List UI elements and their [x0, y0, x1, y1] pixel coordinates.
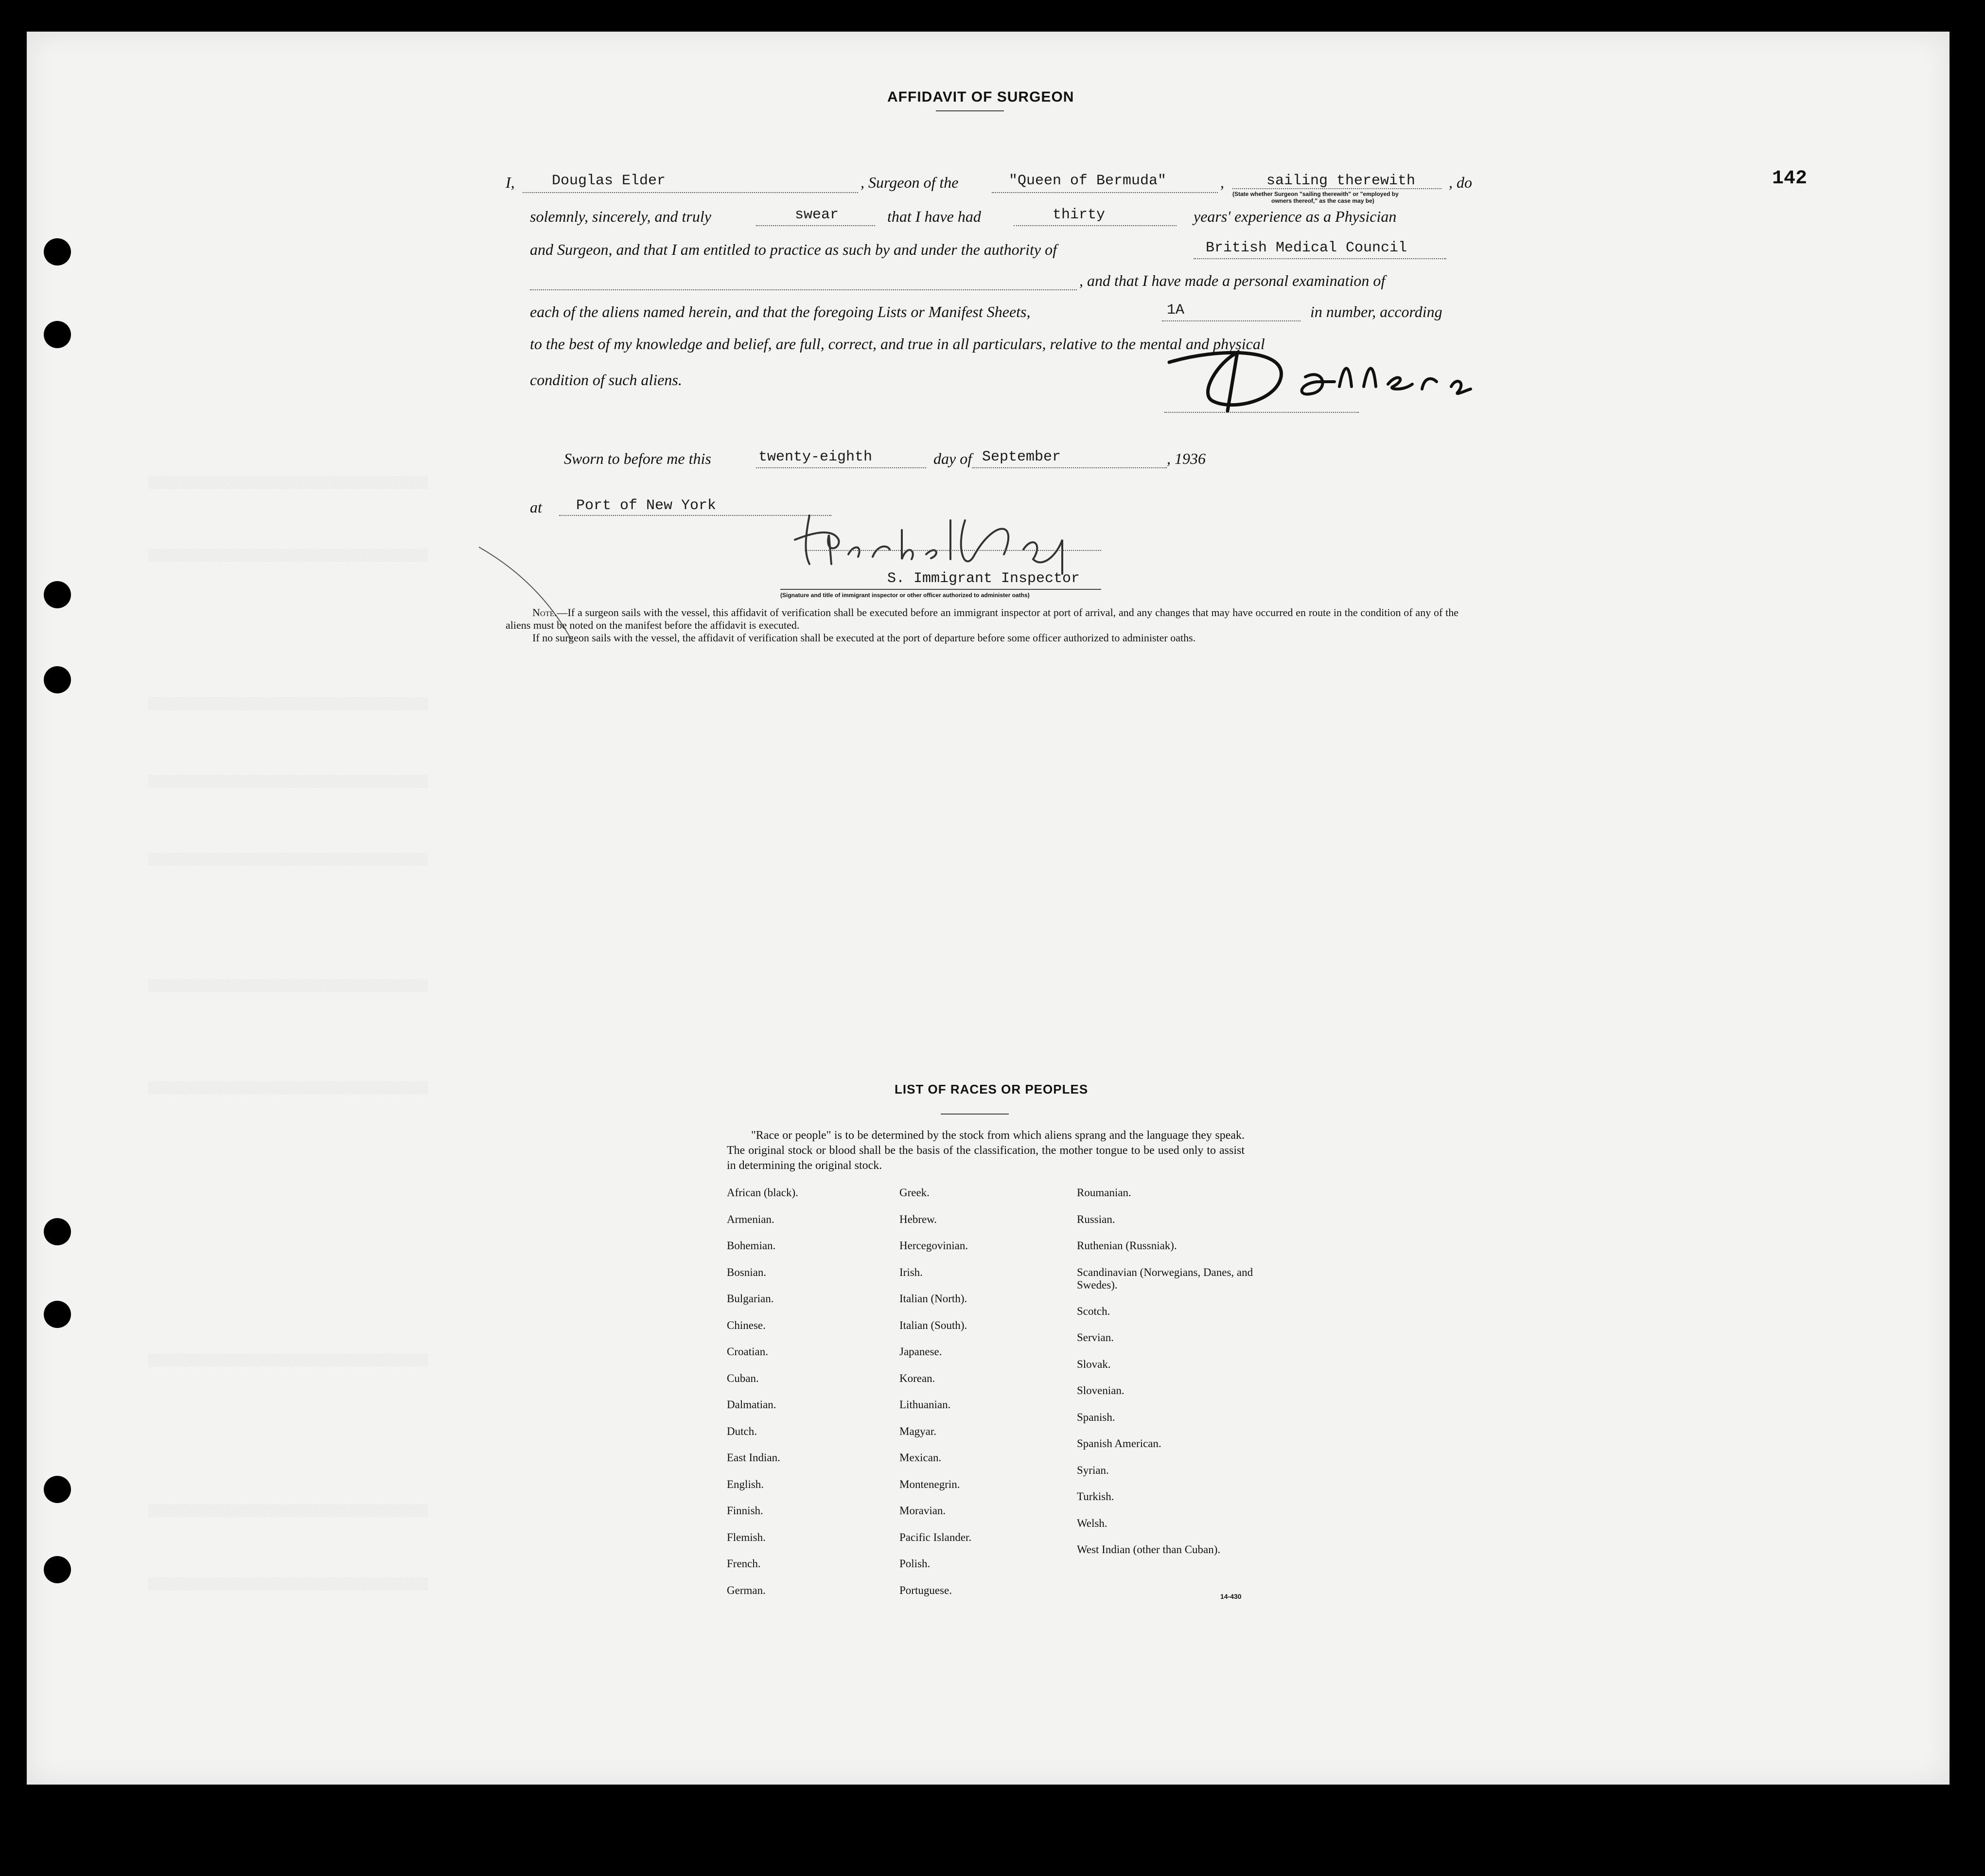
authority-line [1194, 258, 1446, 259]
oath-type: swear [795, 207, 839, 223]
races-col3 [1077, 1186, 1257, 1582]
oath-type-line [756, 225, 875, 226]
sworn-day-line [756, 467, 926, 468]
race-item: Cuban. [727, 1372, 759, 1384]
race-item: Montenegrin. [899, 1478, 960, 1490]
binder-hole [44, 1556, 71, 1583]
race-item: Russian. [1077, 1213, 1115, 1225]
race-item: Servian. [1077, 1331, 1114, 1344]
races-col1 [727, 1186, 892, 1611]
affidavit-line5-prefix: each of the aliens named herein, and that the foregoing Lists or Manifest Sheets, [530, 303, 1031, 320]
that-i-have-had: that I have had [887, 208, 981, 225]
inspector-signature [790, 501, 1101, 579]
race-item: Moravian. [899, 1504, 946, 1517]
race-item: Roumanian. [1077, 1186, 1131, 1199]
ship-name: "Queen of Bermuda" [1009, 173, 1167, 189]
binder-hole [44, 321, 71, 348]
surgeon-name-line [523, 192, 858, 193]
race-item: German. [727, 1584, 766, 1596]
sailing-note-line1: (State whether Surgeon "sailing therewith" or "employed by [1232, 191, 1399, 197]
authority-line-2 [530, 289, 1077, 290]
affidavit-line6: to the best of my knowledge and belief, are full, correct, and true in all particulars, relative to the mental and physical [530, 335, 1265, 353]
race-item: Hebrew. [899, 1213, 937, 1225]
race-item: Croatian. [727, 1345, 768, 1358]
affidavit-line4-suffix: , and that I have made a personal examination of [1079, 272, 1386, 289]
bleed-through-text: ░░░░░░░░░░░░░░░░░░░░░░░░░░░░░░░░░░░░░░░░ [148, 1578, 429, 1591]
race-item: Chinese. [727, 1319, 766, 1331]
races-title: LIST OF RACES OR PEOPLES [895, 1082, 1089, 1097]
form-number: 14-430 [1220, 1593, 1242, 1600]
sworn-place: Port of New York [576, 497, 717, 514]
page-number: 142 [1772, 168, 1808, 190]
bleed-through-text: ░░░░░░░░░░░░░░░░░░░░░░░░░░░░░░░░░░░░░░░░ [148, 1505, 429, 1518]
note-label: Note. [532, 606, 557, 619]
surgeon-name: Douglas Elder [552, 173, 666, 189]
race-item: Armenian. [727, 1213, 774, 1225]
race-item: Korean. [899, 1372, 935, 1384]
bleed-through-text: ░░░░░░░░░░░░░░░░░░░░░░░░░░░░░░░░░░░░░░░░ [148, 477, 429, 490]
sworn-prefix: Sworn to before me this [564, 450, 711, 467]
affidavit-line5-suffix: in number, according [1310, 303, 1442, 320]
binder-hole [44, 238, 71, 265]
race-item: Turkish. [1077, 1490, 1114, 1503]
surgeon-signature-line [1164, 412, 1359, 413]
race-item: Lithuanian. [899, 1398, 951, 1411]
bleed-through-text: ░░░░░░░░░░░░░░░░░░░░░░░░░░░░░░░░░░░░░░░░ [148, 853, 429, 867]
race-item: Italian (South). [899, 1319, 967, 1331]
race-item: Slovenian. [1077, 1384, 1124, 1397]
race-item: Bohemian. [727, 1239, 776, 1252]
affidavit-note [506, 606, 1458, 644]
bleed-through-text: ░░░░░░░░░░░░░░░░░░░░░░░░░░░░░░░░░░░░░░░░ [148, 698, 429, 711]
inspector-title: S. Immigrant Inspector [887, 570, 1080, 587]
sheet-count: 1A [1167, 302, 1185, 319]
race-item: Polish. [899, 1557, 931, 1570]
race-item: Hercegovinian. [899, 1239, 968, 1252]
note-text1: —If a surgeon sails with the vessel, this affidavit of verification shall be executed before an immigrant inspector at port of arrival, and any changes that may have occurred en route in the condition of any of the aliens must be noted on the manifest before the affidavit is executed. [506, 606, 1458, 631]
surgeon-signature [1159, 343, 1510, 421]
surgeon-of-text: , Surgeon of the [861, 174, 959, 191]
race-item: Dutch. [727, 1425, 757, 1437]
sworn-day-of: day of [933, 450, 972, 467]
race-item: Spanish. [1077, 1411, 1115, 1423]
binder-hole [44, 666, 71, 693]
race-item: Finnish. [727, 1504, 763, 1517]
race-item: Flemish. [727, 1531, 766, 1543]
affidavit-line3-prefix: and Surgeon, and that I am entitled to practice as such by and under the authority of [530, 241, 1057, 258]
races-title-underline [941, 1114, 1009, 1115]
race-item: Portuguese. [899, 1584, 952, 1596]
ship-comma: , [1220, 174, 1224, 191]
race-item: West Indian (other than Cuban). [1077, 1543, 1221, 1556]
race-item: African (black). [727, 1186, 798, 1199]
race-item: Pacific Islander. [899, 1531, 972, 1543]
bleed-through-text: ░░░░░░░░░░░░░░░░░░░░░░░░░░░░░░░░░░░░░░░░ [148, 980, 429, 993]
race-item: Greek. [899, 1186, 930, 1199]
binder-hole [44, 1218, 71, 1245]
bleed-through-text: ░░░░░░░░░░░░░░░░░░░░░░░░░░░░░░░░░░░░░░░░ [148, 776, 429, 789]
race-item: Ruthenian (Russniak). [1077, 1239, 1177, 1252]
ship-name-line [992, 192, 1218, 193]
do-text: , do [1449, 174, 1472, 191]
affidavit-line2-prefix: solemnly, sincerely, and truly [530, 208, 711, 225]
note-text2: If no surgeon sails with the vessel, the affidavit of verification shall be executed at the port of departure before some officer authorized to administer oaths. [532, 632, 1196, 644]
sailing-status-line [1232, 188, 1441, 189]
inspector-signature-line [805, 550, 1101, 551]
sworn-at: at [530, 498, 542, 516]
years-line [1014, 225, 1177, 226]
sheet-count-line [1162, 320, 1300, 321]
affidavit-title: AFFIDAVIT OF SURGEON [887, 89, 1074, 105]
race-item: Slovak. [1077, 1358, 1111, 1370]
race-item: Dalmatian. [727, 1398, 776, 1411]
sworn-year: , 1936 [1167, 450, 1206, 467]
race-item: East Indian. [727, 1451, 780, 1464]
binder-hole [44, 581, 71, 608]
document-page [27, 32, 1950, 1785]
race-item: Magyar. [899, 1425, 937, 1437]
race-item: Scotch. [1077, 1305, 1110, 1317]
authority: British Medical Council [1206, 240, 1407, 256]
races-col2 [899, 1186, 1074, 1611]
race-item: Bulgarian. [727, 1292, 774, 1305]
race-item: Welsh. [1077, 1517, 1107, 1529]
race-item: Mexican. [899, 1451, 942, 1464]
affidavit-line7: condition of such aliens. [530, 371, 682, 389]
inspector-note: (Signature and title of immigrant inspector or other officer authorized to administer oaths) [780, 592, 1030, 599]
races-intro: "Race or people" is to be determined by the stock from which aliens sprang and the language they speak. The original stock or blood shall be the basis of the classification, the mother tongue to be used only to assist in determining the original stock. [727, 1129, 1245, 1172]
bleed-through-text: ░░░░░░░░░░░░░░░░░░░░░░░░░░░░░░░░░░░░░░░░ [148, 1082, 429, 1095]
race-item: Scandinavian (Norwegians, Danes, and Swedes). [1077, 1266, 1253, 1291]
race-item: Irish. [899, 1266, 923, 1278]
race-item: French. [727, 1557, 761, 1570]
race-item: Syrian. [1077, 1464, 1109, 1476]
sworn-day: twenty-eighth [758, 449, 873, 465]
binder-hole [44, 1301, 71, 1328]
title-underline [936, 110, 1004, 111]
sailing-status: sailing therewith [1266, 173, 1416, 189]
race-item: Bosnian. [727, 1266, 767, 1278]
sworn-month: September [982, 449, 1061, 465]
race-item: Italian (North). [899, 1292, 967, 1305]
inspector-title-line [780, 589, 1101, 590]
race-item: Spanish American. [1077, 1437, 1161, 1450]
sworn-month-line [972, 467, 1167, 468]
years-experience: thirty [1053, 207, 1106, 223]
binder-hole [44, 1476, 71, 1503]
bleed-through-text: ░░░░░░░░░░░░░░░░░░░░░░░░░░░░░░░░░░░░░░░░ [148, 1354, 429, 1367]
sailing-note-line2: owners thereof," as the case may be) [1271, 197, 1374, 204]
race-item: English. [727, 1478, 764, 1490]
affidavit-line1-prefix: I, [506, 174, 515, 191]
years-suffix: years' experience as a Physician [1194, 208, 1397, 225]
bleed-through-text: ░░░░░░░░░░░░░░░░░░░░░░░░░░░░░░░░░░░░░░░░ [148, 549, 429, 563]
race-item: Japanese. [899, 1345, 942, 1358]
